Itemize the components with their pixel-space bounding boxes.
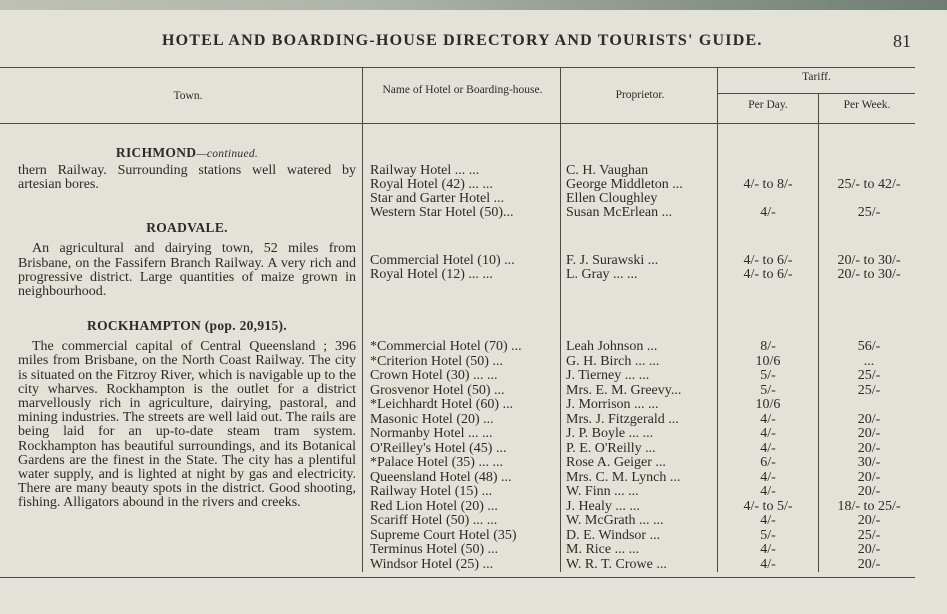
table-row [0,543,947,558]
tariff-day: 4/- [760,411,776,427]
tariff-day: 5/- [760,368,776,383]
header-hotel: Name of Hotel or Boarding-house. [382,84,543,96]
hotel-name: Scariff Hotel (50) ... ... [370,514,498,528]
hotel-name: Railway Hotel (15) ... [370,485,493,499]
hotel-name: Supreme Court Hotel (35) [370,528,517,543]
tariff-week: 20/- [857,411,881,427]
proprietor: W. McGrath ... ... [566,514,664,528]
table-row [0,471,947,486]
proprietor: W. R. T. Crowe ... [566,557,667,572]
table-row [0,500,947,515]
proprietor: G. H. Birch ... ... [566,354,660,369]
header-per-day: Per Day. [748,99,788,111]
header-proprietor: Proprietor. [615,89,665,101]
table-row [0,427,947,442]
proprietor: J. Healy ... ... [566,499,640,514]
proprietor: C. H. Vaughan [566,164,649,178]
header-per-week: Per Week. [843,99,891,111]
table-row [0,340,947,355]
proprietor: Mrs. C. M. Lynch ... [566,470,681,485]
hotel-name: Western Star Hotel (50)... [370,206,514,220]
proprietor: Leah Johnson ... [566,340,658,354]
proprietor: J. Tierney ... ... [566,369,650,383]
tariff-day: 4/- [760,556,776,572]
tariff-week: 20/- [857,513,881,528]
proprietor: D. E. Windsor ... [566,528,661,543]
tariff-day: 4/- [760,513,776,528]
hotel-name: Crown Hotel (30) ... ... [370,369,498,383]
table-row [0,442,947,457]
hotel-name: Grosvenor Hotel (50) ... [370,383,505,398]
section-title-richmond: RICHMOND—continued. [115,145,259,160]
tariff-week: 20/- [857,426,881,441]
proprietor: Mrs. J. Fitzgerald ... [566,412,679,427]
proprietor: J. P. Boyle ... ... [566,427,654,441]
tariff-week: ... [863,353,875,369]
hotel-name: *Leichhardt Hotel (60) ... [370,398,514,412]
tariff-day: 4/- [760,426,776,441]
tariff-week: 20/- to 30/- [837,267,901,282]
hotel-name: Red Lion Hotel (20) ... [370,499,498,514]
hotel-name: *Palace Hotel (35) ... ... [370,456,503,470]
table-row [0,164,947,179]
tariff-week: 20/- [857,440,881,456]
table-row [0,398,947,413]
tariff-day: 4/- to 8/- [743,177,793,192]
tariff-week: 20/- [857,556,881,572]
table-row [0,384,947,399]
table-row [0,206,947,221]
tariff-week: 20/- [857,469,881,485]
hotel-name: *Criterion Hotel (50) ... [370,354,503,369]
tariff-day: 4/- to 6/- [743,253,793,268]
tariff-day: 4/- to 6/- [743,267,793,282]
tariff-day: 6/- [760,455,776,470]
section-desc-roadvale: An agricultural and dairying town, 52 miles from Brisbane, on the Fassifern Branch Railway. A very rich and progressive district. Large quantities of maize grown in neighbourhood. [18,241,356,300]
proprietor: George Middleton ... [566,178,683,192]
table-row [0,192,947,207]
tariff-week: 30/- [857,455,881,470]
hotel-name: Masonic Hotel (20) ... [370,412,494,427]
hotel-name: Terminus Hotel (50) ... [370,543,499,557]
proprietor: Ellen Cloughley [566,192,658,206]
tariff-day: 4/- [760,440,776,456]
tariff-day: 5/- [760,382,776,398]
proprietor: Mrs. E. M. Greevy... [566,383,682,398]
table-row [0,558,947,573]
table-row [0,369,947,384]
tariff-day: 4/- [760,469,776,485]
proprietor: J. Morrison ... ... [566,398,659,412]
proprietor: Rose A. Geiger ... [566,456,666,470]
tariff-week: 56/- [857,339,881,354]
proprietor: P. E. O'Reilly ... [566,441,656,456]
table-row [0,254,947,269]
tariff-week: 20/- to 30/- [837,253,901,268]
section-title-rockhampton: ROCKHAMPTON (pop. 20,915). [87,318,287,334]
top-rule [0,67,915,68]
tariff-week: 25/- to 42/- [837,177,901,192]
table-row [0,485,947,500]
header-town: Town. [173,90,203,102]
section-desc-richmond: thern Railway. Surrounding stations well watered by artesian bores. [18,163,356,193]
tariff-week: 20/- [857,484,881,499]
hotel-name: Queensland Hotel (48) ... [370,470,512,485]
page-title: HOTEL AND BOARDING-HOUSE DIRECTORY AND TOURISTS' GUIDE. [162,32,763,49]
hotel-name: Railway Hotel ... ... [370,164,480,178]
table-row [0,456,947,471]
tariff-week: 25/- [857,368,881,383]
tariff-day: 4/- to 5/- [743,498,793,514]
bottom-rule [0,577,915,578]
tariff-day: 8/- [760,339,776,354]
table-row [0,268,947,283]
hotel-name: *Commercial Hotel (70) ... [370,340,522,354]
table-row [0,178,947,193]
hotel-name: Normanby Hotel ... ... [370,427,493,441]
hotel-name: O'Reilley's Hotel (45) ... [370,441,507,456]
tariff-week: 25/- [857,205,881,220]
tariff-day: 10/6 [755,353,781,369]
tariff-week: 18/- to 25/- [837,498,901,514]
tariff-week: 20/- [857,542,881,557]
proprietor: F. J. Surawski ... [566,254,659,268]
section-title-roadvale: ROADVALE. [146,220,228,236]
tariff-day: 4/- [760,542,776,557]
section-desc-rockhampton: The commercial capital of Central Queensland ; 396 miles from Brisbane, on the North Coast Railway. The city is situated on the Fitzroy River, which is navigable up to the city wharves. Rockhampton is the outlet for a district marvellously rich in agriculture, dairying, pastoral, and mining industries. The streets are well laid out. The rails are being laid for an up-to-date steam tram system. Rockhampton has beautiful surroundings, and its Botanical Gardens are the finest in the State. The city has a plentiful water supply, and is lighted at night by gas and electricity. There are many beauty spots in the district. Good shooting, fishing. Alligators abound in the rivers and creeks. [18,339,356,511]
hotel-name: Royal Hotel (42) ... ... [370,178,493,192]
proprietor: W. Finn ... ... [566,485,639,499]
proprietor: M. Rice ... ... [566,543,640,557]
proprietor: L. Gray ... ... [566,268,638,282]
tariff-week: 25/- [857,527,881,543]
hotel-name: Commercial Hotel (10) ... [370,254,515,268]
hotel-name: Star and Garter Hotel ... [370,192,505,206]
table-row [0,514,947,529]
tariff-week: 25/- [857,382,881,398]
hotel-name: Royal Hotel (12) ... ... [370,268,493,282]
hotel-name: Windsor Hotel (25) ... [370,557,494,572]
table-row [0,529,947,544]
tariff-rule [718,93,915,94]
header-tariff: Tariff. [802,71,831,83]
tariff-day: 4/- [760,484,776,499]
table-row [0,413,947,428]
table-row [0,355,947,370]
tariff-day: 10/6 [755,397,781,412]
tariff-day: 4/- [760,205,776,220]
tariff-day: 5/- [760,527,776,543]
page-number: 81 [893,31,911,51]
proprietor: Susan McErlean ... [566,206,673,220]
header-bottom-rule [0,123,915,124]
